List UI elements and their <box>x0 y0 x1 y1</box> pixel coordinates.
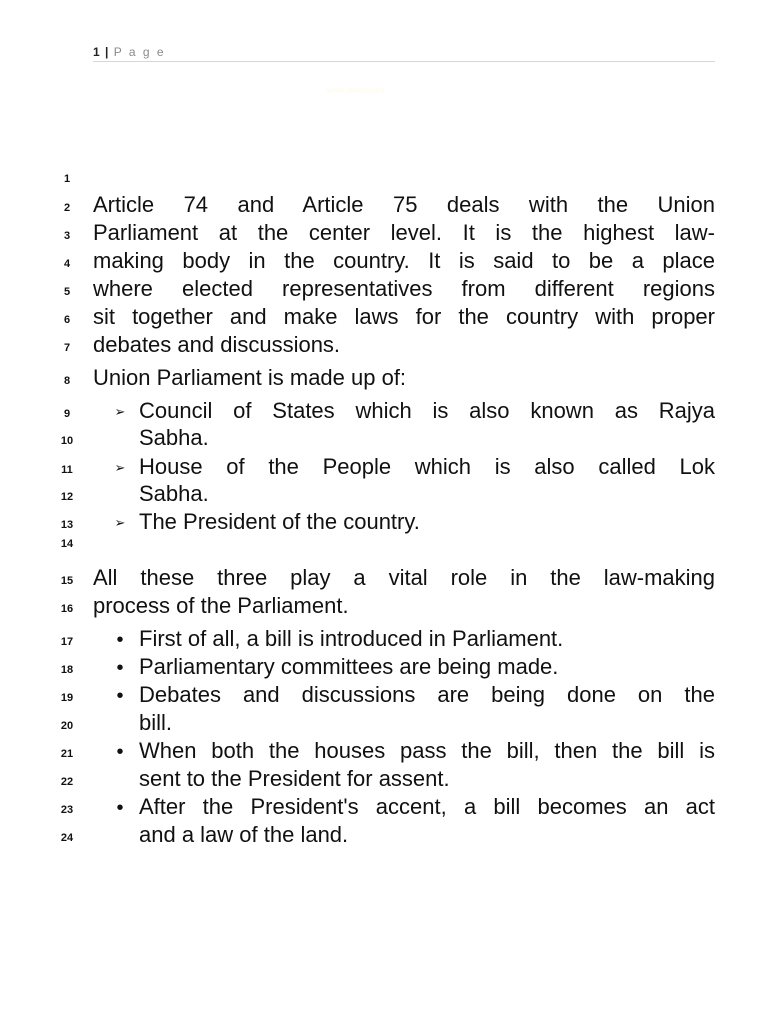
bullet-icon: • <box>116 629 124 651</box>
header-separator: | <box>105 45 109 59</box>
arrow-bullet-icon: ➢ <box>114 460 126 475</box>
list-item-line: House of the People which is also called Lok <box>139 454 715 479</box>
list-item-line: Parliamentary committees are being made. <box>139 654 559 679</box>
arrow-bullet-icon: ➢ <box>114 515 126 530</box>
list-item-line: Sabha. <box>139 425 209 450</box>
paragraph-line: making body in the country. It is said to be a place <box>93 248 715 273</box>
line-number: 3 <box>63 230 71 242</box>
list-intro: Union Parliament is made up of: <box>93 365 407 390</box>
page-number: 1 <box>93 45 100 59</box>
bullet-icon: • <box>116 685 124 707</box>
paragraph-line: debates and discussions. <box>93 332 341 357</box>
paragraph-line: sit together and make laws for the country with proper <box>93 304 715 329</box>
list-item-line: When both the houses pass the bill, then the bill is <box>139 738 715 763</box>
line-number: 6 <box>63 314 71 326</box>
arrow-bullet-icon: ➢ <box>114 404 126 419</box>
line-number: 19 <box>60 692 74 704</box>
paragraph-line: process of the Parliament. <box>93 593 349 618</box>
line-number: 1 <box>63 173 71 185</box>
line-number: 5 <box>63 286 71 298</box>
bullet-icon: • <box>116 741 124 763</box>
list-item-line: sent to the President for assent. <box>139 766 450 791</box>
paragraph-line: Parliament at the center level. It is the highest law- <box>93 220 715 245</box>
line-number: 23 <box>60 804 74 816</box>
line-number: 14 <box>60 538 74 550</box>
line-number: 9 <box>63 408 71 420</box>
paragraph-line: where elected representatives from different regions <box>93 276 715 301</box>
list-item-line: bill. <box>139 710 173 735</box>
list-item-line: The President of the country. <box>139 509 420 534</box>
line-number: 17 <box>60 636 74 648</box>
line-number: 7 <box>63 342 71 354</box>
line-number: 20 <box>60 720 74 732</box>
line-number: 18 <box>60 664 74 676</box>
line-number: 10 <box>60 435 74 447</box>
list-item-line: Council of States which is also known as Rajya <box>139 398 715 423</box>
list-item-line: First of all, a bill is introduced in Parliament. <box>139 626 564 651</box>
line-number: 21 <box>60 748 74 760</box>
line-number: 8 <box>63 375 71 387</box>
line-number: 11 <box>61 464 73 476</box>
line-number: 16 <box>60 603 74 615</box>
line-number: 13 <box>60 519 74 531</box>
line-number: 24 <box>60 832 74 844</box>
line-number: 12 <box>60 491 74 503</box>
list-item-line: Debates and discussions are being done on the <box>139 682 715 707</box>
list-item-line: After the President's accent, a bill becomes an act <box>139 794 715 819</box>
line-number: 2 <box>63 202 71 214</box>
watermark-text: www.lawbhoomi <box>327 86 385 95</box>
line-number: 15 <box>60 575 74 587</box>
bullet-icon: • <box>116 657 124 679</box>
paragraph-line: All these three play a vital role in the law-making <box>93 565 715 590</box>
page-header <box>93 44 715 62</box>
page-label: P a g e <box>113 45 166 59</box>
list-item-line: Sabha. <box>139 481 209 506</box>
paragraph-line: Article 74 and Article 75 deals with the Union <box>93 192 715 217</box>
line-number: 22 <box>60 776 74 788</box>
list-item-line: and a law of the land. <box>139 822 349 847</box>
bullet-icon: • <box>116 797 124 819</box>
line-number: 4 <box>63 258 71 270</box>
